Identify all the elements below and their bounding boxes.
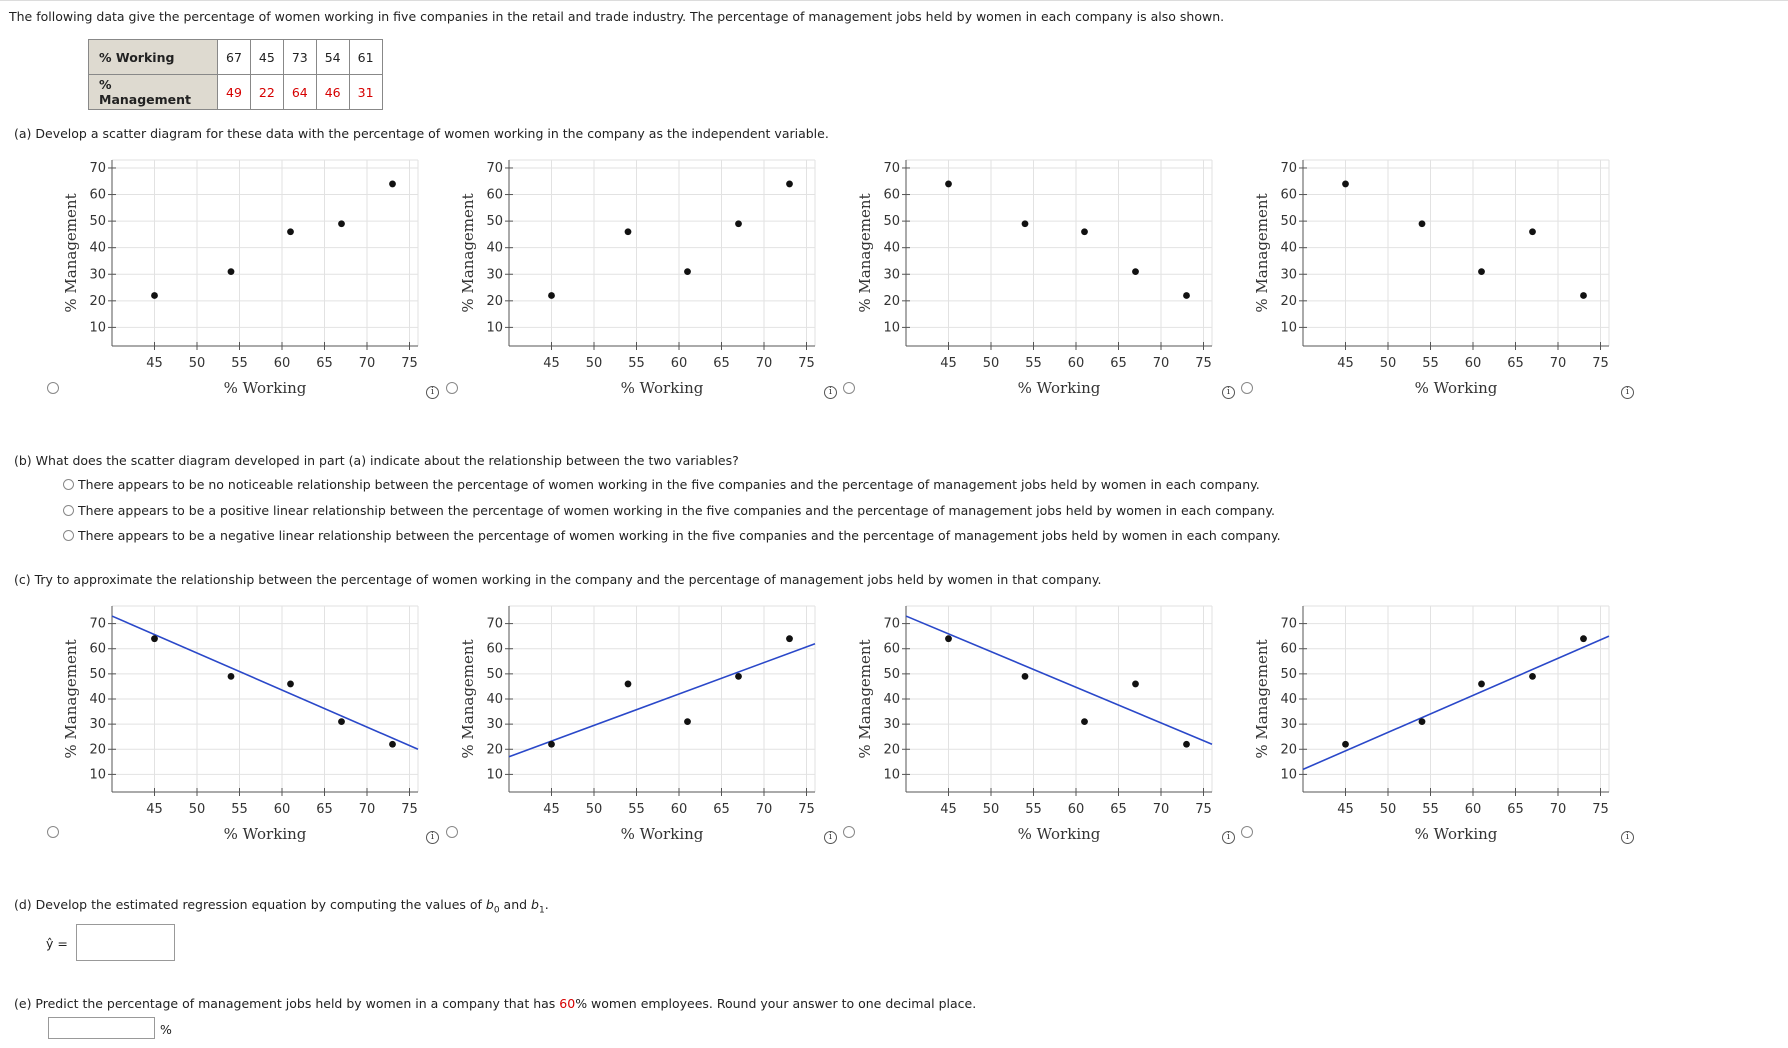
data-point	[945, 635, 952, 642]
info-icon[interactable]: i	[824, 831, 837, 844]
x-tick-label: 70	[1152, 802, 1170, 817]
data-point	[625, 228, 632, 235]
y-tick-label: 40	[1280, 240, 1297, 256]
x-tick-label: 50	[982, 356, 1000, 371]
y-tick-label: 60	[1280, 187, 1297, 203]
y-tick-label: 40	[883, 692, 900, 707]
y-tick-label: 50	[486, 666, 503, 682]
y-tick-label: 40	[89, 692, 106, 707]
y-tick-label: 70	[1280, 160, 1297, 176]
yhat-label: ŷ =	[46, 936, 68, 951]
trend-line	[112, 616, 418, 749]
x-axis-label: % Working	[1414, 379, 1498, 397]
scatter-plot-a1	[58, 150, 438, 410]
info-icon[interactable]: i	[426, 386, 439, 399]
scatter-plot-c2	[455, 596, 835, 856]
part-b-option-2-radio[interactable]	[63, 505, 74, 516]
data-point	[735, 220, 742, 227]
data-point	[786, 635, 793, 642]
x-axis-label: % Working	[1017, 825, 1101, 843]
x-tick-label: 65	[1110, 802, 1127, 817]
data-point	[735, 673, 742, 680]
y-tick-label: 50	[89, 214, 106, 230]
y-tick-label: 70	[883, 160, 900, 176]
y-axis-label: % Management	[1253, 193, 1271, 313]
data-point	[1132, 268, 1139, 275]
y-tick-label: 20	[1280, 742, 1297, 758]
x-tick-label: 50	[1379, 356, 1397, 371]
info-icon[interactable]: i	[1621, 386, 1634, 399]
x-tick-label: 75	[1195, 802, 1212, 817]
part-b-option-3[interactable]	[63, 528, 1281, 543]
info-icon[interactable]: i	[1222, 386, 1235, 399]
x-tick-label: 45	[1337, 802, 1354, 817]
scatter-plot-c3	[852, 596, 1232, 856]
y-tick-label: 40	[883, 240, 900, 256]
x-tick-label: 50	[982, 802, 1000, 817]
data-point	[389, 181, 396, 188]
data-point	[1419, 220, 1426, 227]
data-point	[389, 741, 396, 748]
data-point	[684, 268, 691, 275]
highlight-value: 60	[559, 996, 576, 1011]
part-a-prompt: (a) Develop a scatter diagram for these data with the percentage of women working in the company as the independent variable.	[14, 126, 829, 141]
y-tick-label: 40	[89, 240, 106, 256]
y-tick-label: 30	[883, 717, 900, 733]
y-tick-label: 60	[89, 641, 106, 657]
x-tick-label: 65	[316, 356, 333, 371]
y-tick-label: 50	[486, 214, 503, 230]
x-tick-label: 70	[1152, 356, 1170, 371]
data-point	[151, 635, 158, 642]
cell-management-3: 64	[283, 75, 316, 110]
cell-management-5: 31	[349, 75, 382, 110]
y-tick-label: 30	[486, 267, 503, 283]
y-tick-label: 30	[89, 717, 106, 733]
data-point	[1529, 673, 1536, 680]
x-tick-label: 50	[585, 356, 603, 371]
data-point	[1580, 292, 1587, 299]
x-axis-label: % Working	[1414, 825, 1498, 843]
x-tick-label: 50	[585, 802, 603, 817]
y-tick-label: 30	[1280, 267, 1297, 283]
y-tick-label: 40	[486, 240, 503, 256]
cell-working-1: 67	[218, 40, 251, 75]
x-tick-label: 55	[231, 802, 248, 817]
y-tick-label: 20	[883, 742, 900, 758]
part-a-option-1-radio[interactable]	[47, 382, 59, 394]
scatter-plot-c1	[58, 596, 438, 856]
part-d-prompt: (d) Develop the estimated regression equation by computing the values of $b_0$ and $b_1$.	[14, 897, 549, 916]
top-divider	[0, 0, 1788, 1]
cell-working-3: 73	[283, 40, 316, 75]
data-point	[287, 681, 294, 688]
x-tick-label: 50	[188, 356, 206, 371]
x-tick-label: 70	[358, 802, 376, 817]
part-a-option-3-radio[interactable]	[843, 382, 855, 394]
x-tick-label: 75	[1592, 356, 1609, 371]
part-b-option-1-label: There appears to be no noticeable relationship between the percentage of women working in the five companies and the percentage of management jobs held by women in each company.	[77, 477, 1260, 492]
y-tick-label: 70	[1280, 616, 1297, 632]
table-row-working	[89, 40, 383, 75]
y-tick-label: 50	[1280, 666, 1297, 682]
scatter-plot-a3	[852, 150, 1232, 410]
x-axis-label: % Working	[620, 379, 704, 397]
y-tick-label: 10	[1280, 320, 1297, 336]
y-tick-label: 10	[486, 320, 503, 336]
y-tick-label: 60	[883, 641, 900, 657]
x-tick-label: 70	[358, 356, 376, 371]
part-b-option-2-label: There appears to be a positive linear relationship between the percentage of women working in the five companies and the percentage of management jobs held by women in each company.	[77, 503, 1275, 518]
y-tick-label: 50	[89, 666, 106, 682]
data-point	[786, 181, 793, 188]
part-a-option-4-radio[interactable]	[1241, 382, 1253, 394]
scatter-plot-c4	[1249, 596, 1629, 856]
data-point	[1022, 673, 1029, 680]
part-b-option-3-label: There appears to be a negative linear relationship between the percentage of women working in the five companies and the percentage of management jobs held by women in each company.	[77, 528, 1281, 543]
data-point	[1183, 741, 1190, 748]
y-axis-label: % Management	[459, 193, 477, 313]
data-point	[1478, 268, 1485, 275]
info-icon[interactable]: i	[1222, 831, 1235, 844]
y-tick-label: 50	[1280, 214, 1297, 230]
part-b-option-1[interactable]	[63, 477, 1260, 492]
x-tick-label: 70	[755, 802, 773, 817]
cell-management-2: 22	[250, 75, 283, 110]
x-tick-label: 45	[543, 356, 560, 371]
part-c-prompt: (c) Try to approximate the relationship between the percentage of women working in the company and the percentage of management jobs held by women in that company.	[14, 572, 1102, 587]
y-tick-label: 20	[486, 742, 503, 758]
x-axis-label: % Working	[223, 379, 307, 397]
x-tick-label: 70	[755, 356, 773, 371]
y-tick-label: 60	[486, 187, 503, 203]
x-tick-label: 65	[1507, 356, 1524, 371]
x-tick-label: 65	[713, 356, 730, 371]
y-tick-label: 10	[1280, 767, 1297, 783]
x-tick-label: 45	[543, 802, 560, 817]
x-tick-label: 55	[628, 356, 645, 371]
data-point	[1183, 292, 1190, 299]
data-point	[1132, 681, 1139, 688]
data-point	[1529, 228, 1536, 235]
data-point	[338, 718, 345, 725]
data-point	[1419, 718, 1426, 725]
y-axis-label: % Management	[856, 639, 874, 759]
y-axis-label: % Management	[459, 639, 477, 759]
part-c-option-1-radio[interactable]	[47, 826, 59, 838]
y-tick-label: 20	[89, 293, 106, 309]
table-row-management	[89, 75, 383, 110]
x-tick-label: 55	[1422, 802, 1439, 817]
y-tick-label: 70	[486, 616, 503, 632]
y-tick-label: 20	[486, 293, 503, 309]
cell-working-2: 45	[250, 40, 283, 75]
data-point	[625, 681, 632, 688]
data-point	[945, 181, 952, 188]
y-tick-label: 20	[1280, 293, 1297, 309]
y-tick-label: 30	[89, 267, 106, 283]
x-tick-label: 75	[1195, 356, 1212, 371]
x-tick-label: 75	[798, 802, 815, 817]
data-point	[151, 292, 158, 299]
y-tick-label: 60	[1280, 641, 1297, 657]
y-axis-label: % Management	[1253, 639, 1271, 759]
info-icon[interactable]: i	[824, 386, 837, 399]
x-tick-label: 45	[940, 802, 957, 817]
part-b-option-1-radio[interactable]	[63, 479, 74, 490]
x-tick-label: 50	[1379, 802, 1397, 817]
x-tick-label: 65	[713, 802, 730, 817]
data-table	[88, 39, 383, 110]
x-tick-label: 75	[798, 356, 815, 371]
x-tick-label: 75	[1592, 802, 1609, 817]
cell-management-1: 49	[218, 75, 251, 110]
data-point	[1342, 741, 1349, 748]
x-tick-label: 60	[1464, 802, 1482, 817]
part-b-prompt: (b) What does the scatter diagram developed in part (a) indicate about the relationship between the two variables?	[14, 453, 739, 468]
x-tick-label: 55	[1025, 802, 1042, 817]
part-b-option-3-radio[interactable]	[63, 530, 74, 541]
data-point	[548, 292, 555, 299]
data-point	[1081, 718, 1088, 725]
scatter-plot-a2	[455, 150, 835, 410]
x-tick-label: 70	[1549, 802, 1567, 817]
data-point	[1081, 228, 1088, 235]
x-tick-label: 60	[1067, 802, 1085, 817]
part-b-option-2[interactable]	[63, 503, 1275, 518]
y-tick-label: 20	[89, 742, 106, 758]
x-tick-label: 45	[940, 356, 957, 371]
trend-line	[509, 644, 815, 757]
y-tick-label: 10	[883, 320, 900, 336]
x-tick-label: 60	[1464, 356, 1482, 371]
y-tick-label: 10	[486, 767, 503, 783]
x-tick-label: 60	[670, 356, 688, 371]
x-tick-label: 70	[1549, 356, 1567, 371]
data-point	[548, 741, 555, 748]
x-axis-label: % Working	[1017, 379, 1101, 397]
x-tick-label: 60	[273, 802, 291, 817]
data-point	[1478, 681, 1485, 688]
cell-working-4: 54	[316, 40, 349, 75]
info-icon[interactable]: i	[1621, 831, 1634, 844]
x-axis-label: % Working	[620, 825, 704, 843]
part-c-option-2-radio[interactable]	[446, 826, 458, 838]
y-tick-label: 10	[89, 767, 106, 783]
data-point	[1580, 635, 1587, 642]
y-tick-label: 70	[89, 616, 106, 632]
y-axis-label: % Management	[62, 193, 80, 313]
data-point	[1342, 181, 1349, 188]
y-tick-label: 30	[486, 717, 503, 733]
y-tick-label: 10	[883, 767, 900, 783]
x-tick-label: 75	[401, 802, 418, 817]
cell-management-4: 46	[316, 75, 349, 110]
y-tick-label: 30	[1280, 717, 1297, 733]
y-tick-label: 40	[1280, 692, 1297, 707]
x-tick-label: 50	[188, 802, 206, 817]
percent-unit: %	[160, 1022, 172, 1037]
y-axis-label: % Management	[62, 639, 80, 759]
y-tick-label: 60	[486, 641, 503, 657]
data-point	[1022, 220, 1029, 227]
scatter-plot-a4	[1249, 150, 1629, 410]
part-c-option-3-radio[interactable]	[843, 826, 855, 838]
part-a-option-2-radio[interactable]	[446, 382, 458, 394]
data-point	[228, 673, 235, 680]
x-tick-label: 55	[1025, 356, 1042, 371]
x-tick-label: 45	[146, 802, 163, 817]
x-axis-label: % Working	[223, 825, 307, 843]
info-icon[interactable]: i	[426, 831, 439, 844]
x-tick-label: 45	[146, 356, 163, 371]
x-tick-label: 60	[1067, 356, 1085, 371]
y-tick-label: 70	[486, 160, 503, 176]
x-tick-label: 45	[1337, 356, 1354, 371]
y-tick-label: 30	[883, 267, 900, 283]
y-tick-label: 20	[883, 293, 900, 309]
y-tick-label: 50	[883, 214, 900, 230]
y-axis-label: % Management	[856, 193, 874, 313]
data-point	[287, 228, 294, 235]
y-tick-label: 70	[883, 616, 900, 632]
y-tick-label: 70	[89, 160, 106, 176]
intro-text: The following data give the percentage of women working in five companies in the retail and trade industry. The percentage of management jobs held by women in each company is also shown.	[9, 9, 1225, 24]
x-tick-label: 65	[1507, 802, 1524, 817]
data-point	[228, 268, 235, 275]
trend-line	[906, 616, 1212, 744]
x-tick-label: 75	[401, 356, 418, 371]
y-tick-label: 60	[89, 187, 106, 203]
regression-equation-input[interactable]	[76, 924, 175, 961]
cell-working-5: 61	[349, 40, 382, 75]
part-c-option-4-radio[interactable]	[1241, 826, 1253, 838]
x-tick-label: 65	[316, 802, 333, 817]
row-label-management: % Management	[89, 75, 218, 110]
x-tick-label: 60	[273, 356, 291, 371]
x-tick-label: 65	[1110, 356, 1127, 371]
row-label-working: % Working	[89, 40, 218, 75]
x-tick-label: 55	[1422, 356, 1439, 371]
y-tick-label: 50	[883, 666, 900, 682]
data-point	[684, 718, 691, 725]
x-tick-label: 60	[670, 802, 688, 817]
x-tick-label: 55	[231, 356, 248, 371]
y-tick-label: 10	[89, 320, 106, 336]
prediction-input[interactable]	[48, 1017, 155, 1039]
y-tick-label: 60	[883, 187, 900, 203]
x-tick-label: 55	[628, 802, 645, 817]
y-tick-label: 40	[486, 692, 503, 707]
part-e-prompt: (e) Predict the percentage of management jobs held by women in a company that has 60% women employees. Round your answer to one decimal place.	[14, 996, 977, 1011]
data-point	[338, 220, 345, 227]
